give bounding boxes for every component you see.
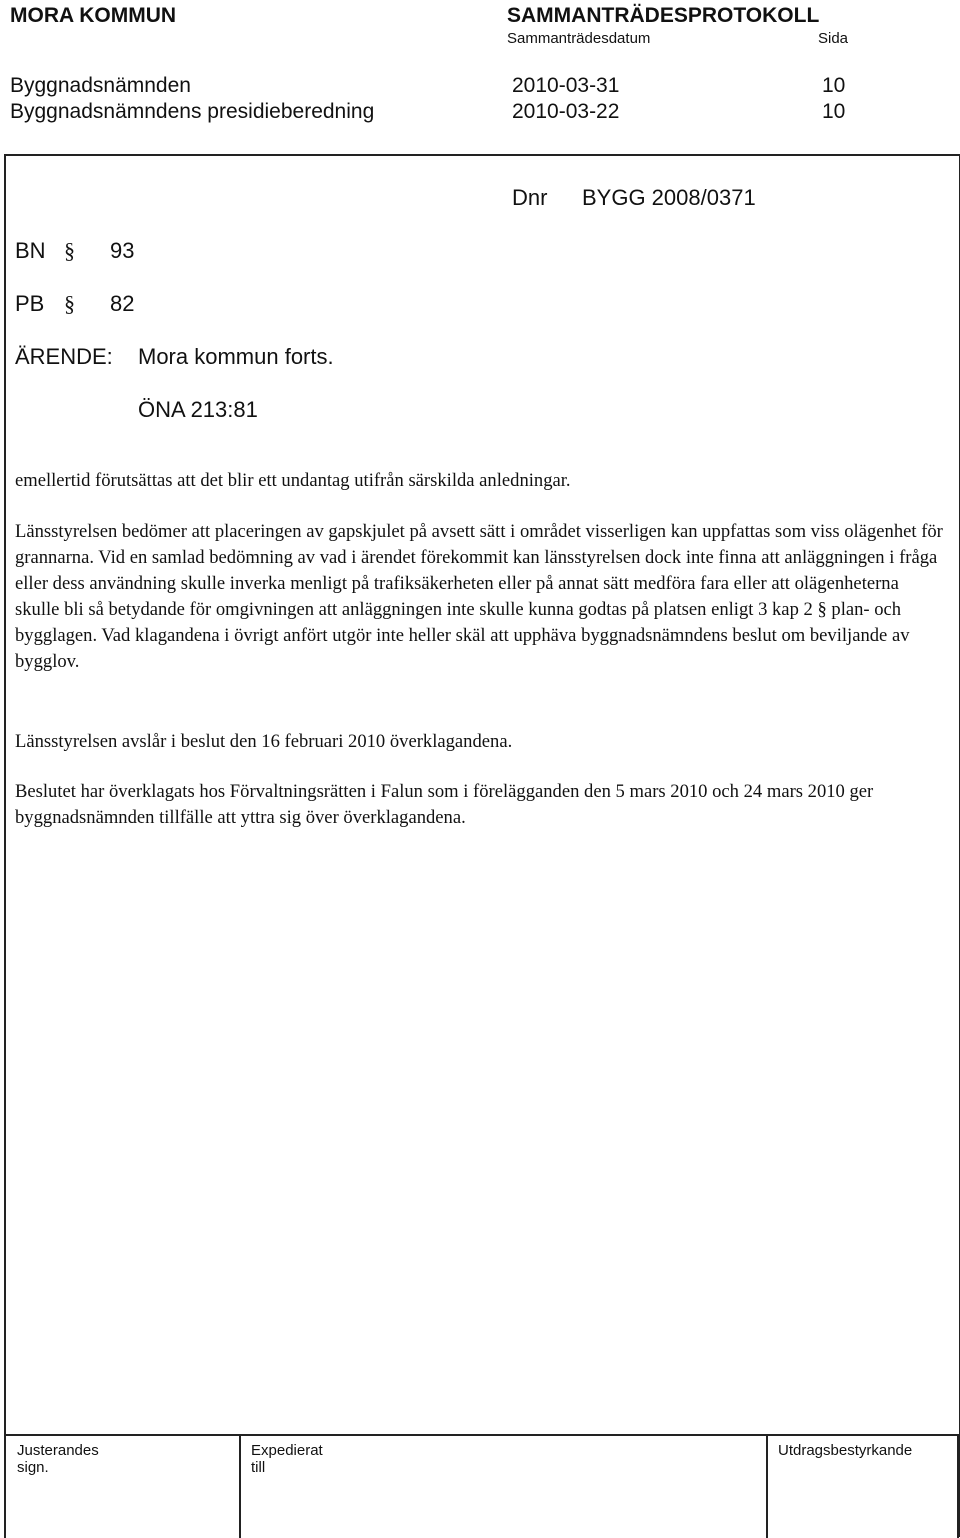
body-paragraph-4: Beslutet har överklagats hos Förvaltningsrätten i Falun som i förelägganden den 5 mars 2010 och 24 mars 2010 ger byggnadsnämnden tillfälle att yttra sig över överklagandena. [15, 781, 874, 828]
bn-number: 93 [110, 238, 135, 263]
bn-label: BN [15, 238, 46, 263]
footer-right-edge [957, 1436, 959, 1538]
utdragsbestyrkande-label: Utdragsbestyrkande [778, 1442, 913, 1459]
pb-number: 82 [110, 291, 135, 316]
committee-meeting-date: 2010-03-31 [512, 74, 620, 97]
expedierat-till-label: Expedierat till [251, 1442, 323, 1476]
footer-col-justerandes [4, 1436, 99, 1538]
presidium-name: Byggnadsnämndens presidieberedning [10, 100, 375, 123]
organization-name: MORA KOMMUN [10, 4, 177, 27]
pb-section-sign: § [64, 291, 75, 316]
footer-col-expedierat [239, 1436, 323, 1538]
arende-label: ÄRENDE: [15, 344, 113, 369]
body-paragraph-3: Länsstyrelsen avslår i beslut den 16 februari 2010 överklagandena. [15, 731, 513, 752]
footer-col-utdrag [766, 1436, 913, 1538]
bn-section-sign: § [64, 238, 75, 263]
signature-footer [4, 1434, 960, 1538]
dnr-label: Dnr [512, 185, 548, 210]
pb-label: PB [15, 291, 45, 316]
presidium-meeting-date: 2010-03-22 [512, 100, 620, 123]
arende-value: Mora kommun forts. [138, 344, 334, 369]
committee-page-number: 10 [822, 74, 846, 97]
page-label: Sida [818, 30, 849, 47]
arende-property: ÖNA 213:81 [138, 397, 258, 422]
presidium-page-number: 10 [822, 100, 846, 123]
body-paragraph-1: emellertid förutsättas att det blir ett undantag utifrån särskilda anledningar. [15, 470, 571, 491]
document-title: SAMMANTRÄDESPROTOKOLL [507, 4, 820, 27]
meeting-date-label: Sammanträdesdatum [507, 30, 651, 47]
body-paragraph-2: Länsstyrelsen bedömer att placeringen av gapskjulet på avsett sätt i området visserligen kan uppfattas som viss olägenhet för grannarna. Vid en samlad bedömning av vad i ärendet förekommit kan länsstyrelsen dock inte finna att anläggningen i fråga eller dess användning skulle inverka menligt på trafiksäkerheten eller på annat sätt medföra fara eller att olägenheterna skulle bli så betydande för omgivningen att anläggningen inte skulle kunna godtas på platsen enligt 3 kap 2 § plan- och bygglagen. Vad klagandena i övrigt anfört utgör inte heller skäl att upphäva byggnadsnämndens beslut om beviljande av bygglov. [15, 521, 943, 672]
committee-name: Byggnadsnämnden [10, 74, 191, 97]
justerandes-sign-label: Justerandes sign. [17, 1442, 99, 1476]
dnr-value: BYGG 2008/0371 [582, 185, 756, 210]
